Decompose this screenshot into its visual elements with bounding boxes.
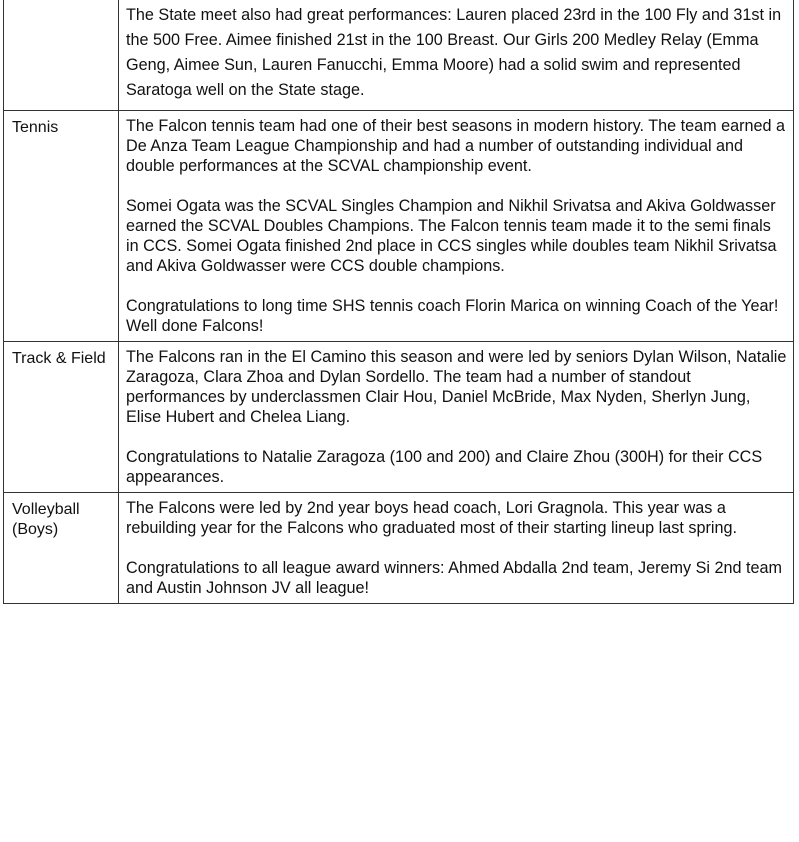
summary-paragraph: The Falcons ran in the El Camino this season and were led by seniors Dylan Wilson, Natalie Zaragoza, Clara Zhoa and Dylan Sordello. The team had a number of standout performances by underclassmen Clair Hou, Daniel McBride, Max Nyden, Sherlyn Jung, Elise Hubert and Chelea Liang.: [126, 348, 787, 426]
summary-cell: [119, 111, 794, 342]
summary-paragraph: Congratulations to all league award winners: Ahmed Abdalla 2nd team, Jeremy Si 2nd team and Austin Johnson JV all league!: [126, 559, 782, 597]
summary-paragraph: The Falcons were led by 2nd year boys head coach, Lori Gragnola. This year was a rebuilding year for the Falcons who graduated most of their starting lineup last spring.: [126, 499, 737, 537]
table-row: [4, 342, 794, 493]
table-row: [4, 0, 794, 111]
summary-cell: [119, 342, 794, 493]
sport-name-cell: Track & Field: [4, 342, 119, 493]
sport-name-cell: Tennis: [4, 111, 119, 342]
table-row: [4, 493, 794, 604]
table-row: [4, 111, 794, 342]
summary-paragraph: Congratulations to long time SHS tennis coach Florin Marica on winning Coach of the Year! Well done Falcons!: [126, 297, 779, 335]
summary-paragraph: Congratulations to Natalie Zaragoza (100 and 200) and Claire Zhou (300H) for their CCS appearances.: [126, 448, 763, 486]
summary-paragraph: The State meet also had great performances: Lauren placed 23rd in the 100 Fly and 31st in the 500 Free. Aimee finished 21st in the 100 Breast. Our Girls 200 Medley Relay (Emma Geng, Aimee Sun, Lauren Fanucchi, Emma Moore) had a solid swim and represented Saratoga well on the State stage.: [126, 6, 782, 99]
summary-cell: [119, 0, 794, 111]
sport-name-cell: [4, 0, 119, 111]
summary-paragraph: The Falcon tennis team had one of their best seasons in modern history. The team earned a De Anza Team League Championship and had a number of outstanding individual and double performances at the SCVAL championship event.: [126, 117, 785, 175]
sport-name-cell: Volleyball (Boys): [4, 493, 119, 604]
summary-cell: [119, 493, 794, 604]
summary-paragraph: Somei Ogata was the SCVAL Singles Champion and Nikhil Srivatsa and Akiva Goldwasser earned the SCVAL Doubles Champions. The Falcon tennis team made it to the semi finals in CCS. Somei Ogata finished 2nd place in CCS singles while doubles team Nikhil Srivatsa and Akiva Goldwasser were CCS double champions.: [126, 197, 777, 275]
sports-summary-table: [3, 0, 794, 604]
